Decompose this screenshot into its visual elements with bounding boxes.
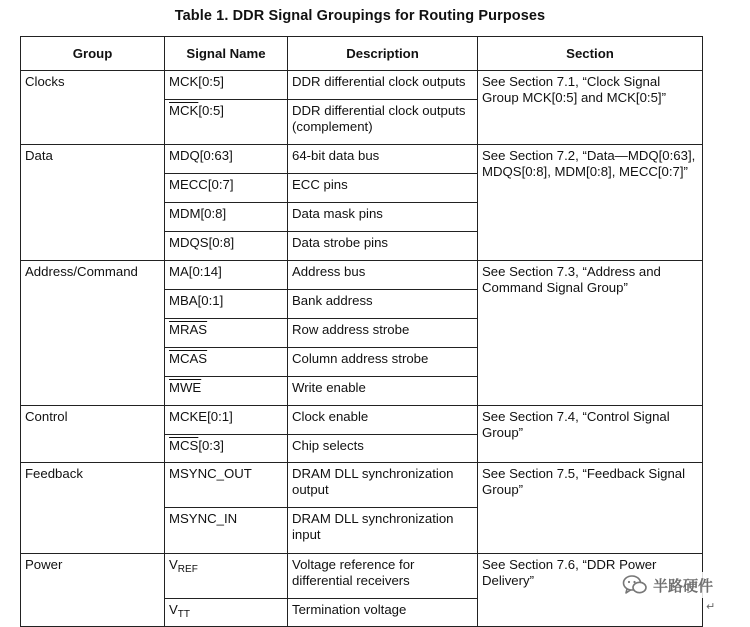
header-group: Group bbox=[21, 37, 165, 71]
header-signal-name: Signal Name bbox=[165, 37, 288, 71]
signal-groupings-table bbox=[20, 36, 703, 627]
signal-cell: MSYNC_IN bbox=[165, 508, 288, 554]
section-cell-data: See Section 7.2, “Data—MDQ[0:63], MDQS[0:8], MDM[0:8], MECC[0:7]” bbox=[478, 145, 703, 261]
description-cell: Data mask pins bbox=[288, 203, 478, 232]
description-cell: DRAM DLL synchronization input bbox=[288, 508, 478, 554]
signal-cell: MECC[0:7] bbox=[165, 174, 288, 203]
wechat-icon bbox=[622, 574, 648, 596]
signal-cell: MDM[0:8] bbox=[165, 203, 288, 232]
header-description: Description bbox=[288, 37, 478, 71]
signal-cell: $\overline{MWE}$ bbox=[165, 377, 288, 406]
table-row bbox=[21, 71, 703, 100]
description-cell: Row address strobe bbox=[288, 319, 478, 348]
description-cell: DDR differential clock outputs (complement) bbox=[288, 100, 478, 145]
table-row bbox=[21, 463, 703, 508]
section-cell-clocks: See Section 7.1, “Clock Signal Group MCK[0:5] and MCK[0:5]” bbox=[478, 71, 703, 145]
header-section: Section bbox=[478, 37, 703, 71]
group-cell-power: Power bbox=[21, 554, 165, 627]
table-title: Table 1. DDR Signal Groupings for Routing Purposes bbox=[174, 8, 546, 24]
signal-cell: MCK[0:5] bbox=[165, 71, 288, 100]
description-cell: Chip selects bbox=[288, 435, 478, 463]
signal-cell: $V_{TT}$ bbox=[165, 599, 288, 627]
group-cell-clocks: Clocks bbox=[21, 71, 165, 145]
section-cell-address-command: See Section 7.3, “Address and Command Signal Group” bbox=[478, 261, 703, 406]
group-cell-address-command: Address/Command bbox=[21, 261, 165, 406]
table-row bbox=[21, 554, 703, 599]
description-cell: ECC pins bbox=[288, 174, 478, 203]
signal-cell: MCAS bbox=[165, 348, 288, 377]
watermark bbox=[620, 572, 715, 598]
signal-cell: MCKE[0:1] bbox=[165, 406, 288, 435]
signal-cell: $\overline{MCS}[0:3]$ bbox=[165, 435, 288, 463]
description-cell: Data strobe pins bbox=[288, 232, 478, 261]
table-row bbox=[21, 406, 703, 435]
table-row bbox=[21, 261, 703, 290]
signal-cell: $V_{REF}$ bbox=[165, 554, 288, 599]
description-cell: 64-bit data bus bbox=[288, 145, 478, 174]
description-cell: Write enable bbox=[288, 377, 478, 406]
return-mark: ↵ bbox=[706, 601, 716, 613]
group-cell-feedback: Feedback bbox=[21, 463, 165, 554]
signal-cell: $\overline{MCK}[0:5]$ bbox=[165, 100, 288, 145]
signal-cell: MA[0:14] bbox=[165, 261, 288, 290]
description-cell: Voltage reference for differential receivers bbox=[288, 554, 478, 599]
description-cell: Address bus bbox=[288, 261, 478, 290]
section-cell-power: See Section 7.6, “DDR Power Delivery” bbox=[478, 554, 703, 627]
group-cell-control: Control bbox=[21, 406, 165, 463]
group-cell-data: Data bbox=[21, 145, 165, 261]
description-cell: DRAM DLL synchronization output bbox=[288, 463, 478, 508]
description-cell: Column address strobe bbox=[288, 348, 478, 377]
signal-cell: MDQ[0:63] bbox=[165, 145, 288, 174]
description-cell: Bank address bbox=[288, 290, 478, 319]
header-row bbox=[21, 37, 703, 71]
signal-cell: MDQS[0:8] bbox=[165, 232, 288, 261]
description-cell: DDR differential clock outputs bbox=[288, 71, 478, 100]
section-cell-control: See Section 7.4, “Control Signal Group” bbox=[478, 406, 703, 463]
watermark-text: 半路硬件 bbox=[653, 577, 714, 595]
section-cell-feedback: See Section 7.5, “Feedback Signal Group” bbox=[478, 463, 703, 554]
table-row bbox=[21, 145, 703, 174]
signal-cell: MSYNC_OUT bbox=[165, 463, 288, 508]
description-cell: Termination voltage bbox=[288, 599, 478, 627]
description-cell: Clock enable bbox=[288, 406, 478, 435]
signal-cell: MBA[0:1] bbox=[165, 290, 288, 319]
signal-cell: MRAS bbox=[165, 319, 288, 348]
